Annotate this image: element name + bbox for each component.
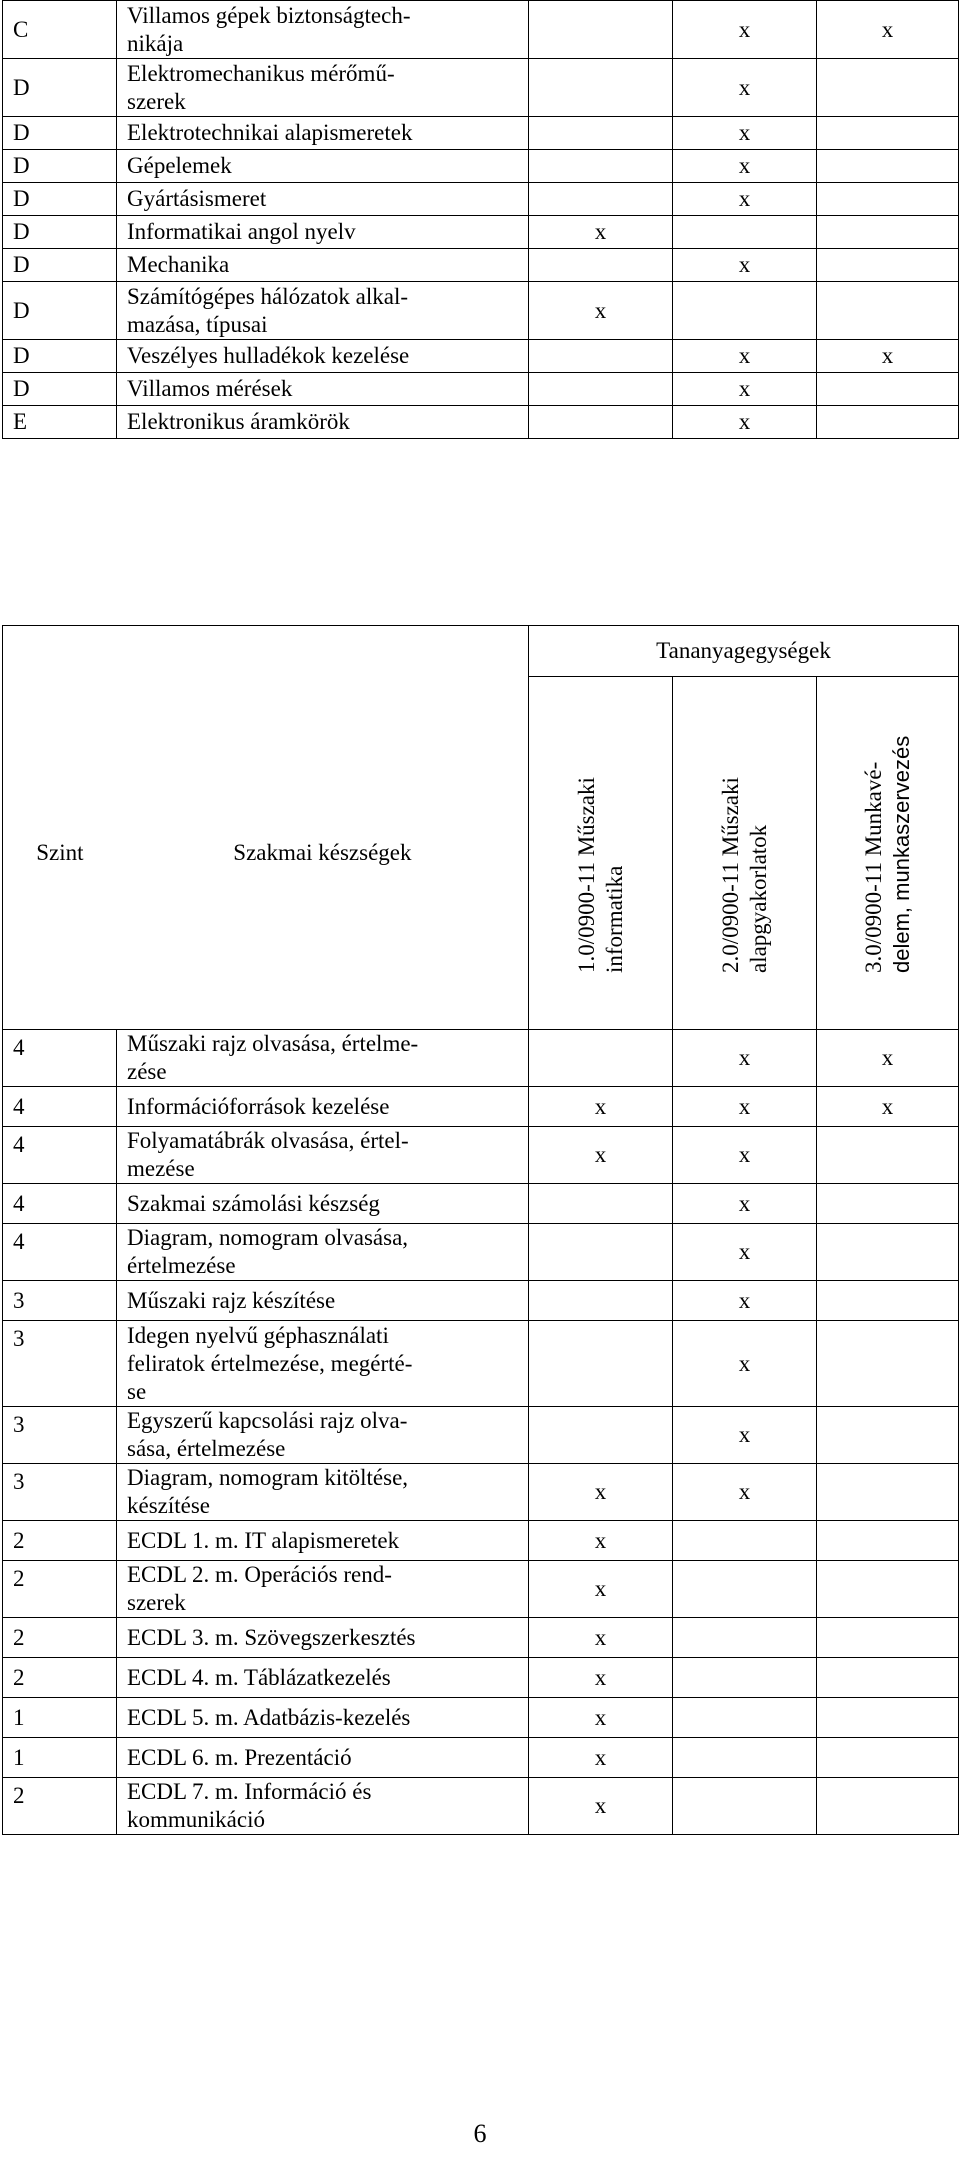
name-cell	[117, 406, 529, 439]
skills-table	[2, 625, 959, 1835]
mark-cell	[529, 183, 673, 216]
level-cell: D	[3, 183, 117, 216]
mark-cell	[817, 282, 959, 340]
unit-header-line: 3.0/0900-11 Munkavé-	[860, 761, 886, 973]
level-cell: 2	[3, 1618, 117, 1658]
table-row	[3, 406, 959, 439]
mark-cell: x	[673, 1, 817, 59]
mark-cell: x	[673, 1281, 817, 1321]
name-cell	[117, 1321, 529, 1407]
mark-cell: x	[529, 1127, 673, 1184]
name-line: ECDL 6. m. Prezentáció	[127, 1744, 352, 1770]
level-cell: 4	[3, 1030, 117, 1087]
units-group-header: Tananyagegységek	[529, 626, 959, 677]
level-cell: D	[3, 59, 117, 117]
mark-cell	[673, 282, 817, 340]
mark-cell	[817, 1224, 959, 1281]
mark-cell: x	[673, 183, 817, 216]
mark-cell: x	[673, 1184, 817, 1224]
name-line: Elektromechanikus mérőmű-	[127, 60, 395, 86]
name-line: kommunikáció	[127, 1807, 265, 1832]
table-row	[3, 1658, 959, 1698]
table-row	[3, 1321, 959, 1407]
mark-cell	[817, 59, 959, 117]
unit-header-3	[817, 677, 959, 1030]
mark-cell: x	[673, 1321, 817, 1407]
name-line: szerek	[127, 88, 186, 114]
mark-cell: x	[817, 1087, 959, 1127]
mark-cell	[529, 1184, 673, 1224]
name-line: Műszaki rajz készítése	[127, 1287, 336, 1313]
level-cell: D	[3, 117, 117, 150]
mark-cell: x	[529, 1464, 673, 1521]
name-line: Elektrotechnikai alapismeretek	[127, 120, 413, 145]
name-line: Gépelemek	[127, 153, 232, 178]
level-cell: 3	[3, 1321, 117, 1407]
mark-cell	[529, 1321, 673, 1407]
mark-cell	[817, 1184, 959, 1224]
table-row	[3, 1184, 959, 1224]
name-cell	[117, 1127, 529, 1184]
name-line: zése	[127, 1059, 167, 1084]
name-line: Idegen nyelvű géphasználati	[127, 1322, 389, 1348]
name-cell	[117, 1618, 529, 1658]
mark-cell	[673, 1738, 817, 1778]
table-row	[3, 1127, 959, 1184]
mark-cell	[817, 1561, 959, 1618]
name-line: Villamos mérések	[127, 376, 293, 401]
name-line: ECDL 3. m. Szövegszerkesztés	[127, 1624, 416, 1650]
mark-cell	[817, 183, 959, 216]
table-row	[3, 1407, 959, 1464]
name-line: Diagram, nomogram olvasása,	[127, 1225, 409, 1250]
mark-cell	[817, 1778, 959, 1835]
mark-cell	[529, 340, 673, 373]
level-column-header: Szint	[36, 840, 84, 865]
name-cell	[117, 249, 529, 282]
mark-cell	[817, 1281, 959, 1321]
mark-cell	[529, 1030, 673, 1087]
level-cell: D	[3, 340, 117, 373]
name-line: nikája	[127, 30, 184, 56]
name-line: Gyártásismeret	[127, 186, 267, 211]
level-cell: D	[3, 282, 117, 340]
mark-cell	[673, 1778, 817, 1835]
name-cell	[117, 1561, 529, 1618]
table-row	[3, 183, 959, 216]
mark-cell	[817, 249, 959, 282]
mark-cell: x	[529, 282, 673, 340]
table-row	[3, 1778, 959, 1835]
name-cell	[117, 340, 529, 373]
name-cell	[117, 1778, 529, 1835]
name-line: Informatikai angol nyelv	[127, 219, 356, 244]
level-cell: 4	[3, 1087, 117, 1127]
table-row	[3, 373, 959, 406]
unit-header-line: alapgyakorlatok	[745, 824, 771, 973]
level-cell: 1	[3, 1698, 117, 1738]
name-line: Mechanika	[127, 252, 230, 277]
mark-cell	[817, 1127, 959, 1184]
level-cell: 1	[3, 1738, 117, 1778]
mark-cell: x	[529, 1087, 673, 1127]
skills-column-header: Szakmai készségek	[233, 840, 412, 865]
table-row	[3, 1738, 959, 1778]
name-cell	[117, 1224, 529, 1281]
knowledge-table	[2, 0, 959, 439]
unit-header-1	[529, 677, 673, 1030]
level-cell: 3	[3, 1281, 117, 1321]
name-line: mazása, típusai	[127, 311, 268, 337]
mark-cell	[673, 1618, 817, 1658]
name-line: ECDL 7. m. Információ és	[127, 1779, 372, 1804]
name-cell	[117, 183, 529, 216]
mark-cell	[817, 1738, 959, 1778]
name-line: ECDL 5. m. Adatbázis-kezelés	[127, 1704, 411, 1730]
mark-cell: x	[673, 1224, 817, 1281]
mark-cell	[529, 1407, 673, 1464]
level-cell: 4	[3, 1224, 117, 1281]
table-row	[3, 1224, 959, 1281]
mark-cell: x	[673, 340, 817, 373]
level-cell: 4	[3, 1127, 117, 1184]
table-row	[3, 216, 959, 249]
table-row	[3, 1618, 959, 1658]
name-cell	[117, 1464, 529, 1521]
mark-cell: x	[529, 1521, 673, 1561]
name-cell	[117, 373, 529, 406]
mark-cell	[529, 373, 673, 406]
table-row	[3, 282, 959, 340]
name-cell	[117, 1184, 529, 1224]
mark-cell: x	[673, 150, 817, 183]
mark-cell	[817, 1321, 959, 1407]
name-line: Veszélyes hulladékok kezelése	[127, 343, 410, 368]
mark-cell: x	[529, 1738, 673, 1778]
mark-cell	[817, 1407, 959, 1464]
mark-cell: x	[673, 373, 817, 406]
name-cell	[117, 117, 529, 150]
name-line: Információforrások kezelése	[127, 1093, 390, 1119]
mark-cell: x	[673, 1030, 817, 1087]
name-line: Szakmai számolási készség	[127, 1190, 380, 1216]
mark-cell: x	[673, 59, 817, 117]
table-row	[3, 1521, 959, 1561]
name-cell	[117, 1407, 529, 1464]
table-row	[3, 150, 959, 183]
name-cell	[117, 1030, 529, 1087]
table-row	[3, 59, 959, 117]
name-line: Egyszerű kapcsolási rajz olva-	[127, 1408, 408, 1433]
table-row	[3, 1698, 959, 1738]
mark-cell: x	[529, 1658, 673, 1698]
table-row	[3, 340, 959, 373]
unit-header-line: 2.0/0900-11 Műszaki	[717, 777, 743, 973]
mark-cell	[529, 406, 673, 439]
name-line: Villamos gépek biztonságtech-	[127, 2, 411, 28]
name-line: se	[127, 1378, 147, 1404]
name-cell	[117, 1281, 529, 1321]
mark-cell: x	[673, 249, 817, 282]
name-cell	[117, 59, 529, 117]
mark-cell	[817, 406, 959, 439]
mark-cell: x	[673, 1127, 817, 1184]
mark-cell	[529, 150, 673, 183]
name-line: Diagram, nomogram kitöltése,	[127, 1465, 409, 1490]
mark-cell	[817, 373, 959, 406]
mark-cell: x	[673, 1087, 817, 1127]
table-row	[3, 1087, 959, 1127]
name-line: sása, értelmezése	[127, 1436, 286, 1461]
mark-cell: x	[529, 1778, 673, 1835]
mark-cell	[817, 150, 959, 183]
mark-cell	[817, 1658, 959, 1698]
mark-cell: x	[529, 1618, 673, 1658]
name-line: Folyamatábrák olvasása, értel-	[127, 1128, 409, 1153]
level-cell: C	[3, 1, 117, 59]
table-row	[3, 1281, 959, 1321]
level-cell: 4	[3, 1184, 117, 1224]
mark-cell	[817, 117, 959, 150]
mark-cell	[673, 1561, 817, 1618]
level-cell: E	[3, 406, 117, 439]
mark-cell	[529, 1, 673, 59]
unit-header-line: delem, munkaszervezés	[888, 735, 914, 973]
name-line: mezése	[127, 1156, 195, 1181]
name-cell	[117, 1087, 529, 1127]
mark-cell: x	[529, 216, 673, 249]
mark-cell	[817, 1698, 959, 1738]
mark-cell	[529, 1224, 673, 1281]
name-line: Számítógépes hálózatok alkal-	[127, 283, 409, 309]
unit-header-line: informatika	[601, 865, 627, 973]
name-line: feliratok értelmezése, megérté-	[127, 1350, 413, 1376]
mark-cell: x	[817, 340, 959, 373]
table-row	[3, 1464, 959, 1521]
name-line: ECDL 1. m. IT alapismeretek	[127, 1527, 400, 1553]
mark-cell: x	[673, 406, 817, 439]
mark-cell: x	[529, 1561, 673, 1618]
level-cell: D	[3, 373, 117, 406]
mark-cell	[817, 1618, 959, 1658]
level-cell: D	[3, 249, 117, 282]
mark-cell: x	[817, 1, 959, 59]
mark-cell	[817, 1521, 959, 1561]
name-cell	[117, 216, 529, 249]
level-cell: 2	[3, 1521, 117, 1561]
table-row	[3, 249, 959, 282]
name-line: készítése	[127, 1493, 211, 1518]
unit-header-2	[673, 677, 817, 1030]
name-line: Műszaki rajz olvasása, értelme-	[127, 1031, 419, 1056]
table-row	[3, 117, 959, 150]
page-number: 6	[473, 2119, 487, 2148]
level-cell: 2	[3, 1561, 117, 1618]
mark-cell	[817, 1464, 959, 1521]
mark-cell	[673, 1521, 817, 1561]
name-line: Elektronikus áramkörök	[127, 409, 350, 434]
table-row	[3, 1561, 959, 1618]
name-cell	[117, 150, 529, 183]
level-cell: 2	[3, 1778, 117, 1835]
name-line: ECDL 4. m. Táblázatkezelés	[127, 1664, 391, 1690]
mark-cell	[817, 216, 959, 249]
name-cell	[117, 1738, 529, 1778]
name-cell	[117, 1658, 529, 1698]
table-row	[3, 1, 959, 59]
name-cell	[117, 1, 529, 59]
mark-cell	[529, 1281, 673, 1321]
unit-header-line: 1.0/0900-11 Műszaki	[573, 777, 599, 973]
mark-cell: x	[673, 1464, 817, 1521]
name-cell	[117, 1521, 529, 1561]
mark-cell	[673, 1698, 817, 1738]
level-cell: 3	[3, 1464, 117, 1521]
level-cell: D	[3, 150, 117, 183]
mark-cell	[529, 59, 673, 117]
name-line: szerek	[127, 1590, 186, 1615]
mark-cell	[529, 117, 673, 150]
name-line: ECDL 2. m. Operációs rend-	[127, 1562, 392, 1587]
mark-cell: x	[817, 1030, 959, 1087]
level-cell: 2	[3, 1658, 117, 1698]
mark-cell	[673, 216, 817, 249]
mark-cell	[529, 249, 673, 282]
table-row	[3, 1030, 959, 1087]
mark-cell: x	[529, 1698, 673, 1738]
name-cell	[117, 282, 529, 340]
mark-cell: x	[673, 117, 817, 150]
name-line: értelmezése	[127, 1253, 236, 1278]
mark-cell	[673, 1658, 817, 1698]
header-corner	[3, 626, 529, 1030]
level-cell: D	[3, 216, 117, 249]
mark-cell: x	[673, 1407, 817, 1464]
name-cell	[117, 1698, 529, 1738]
level-cell: 3	[3, 1407, 117, 1464]
